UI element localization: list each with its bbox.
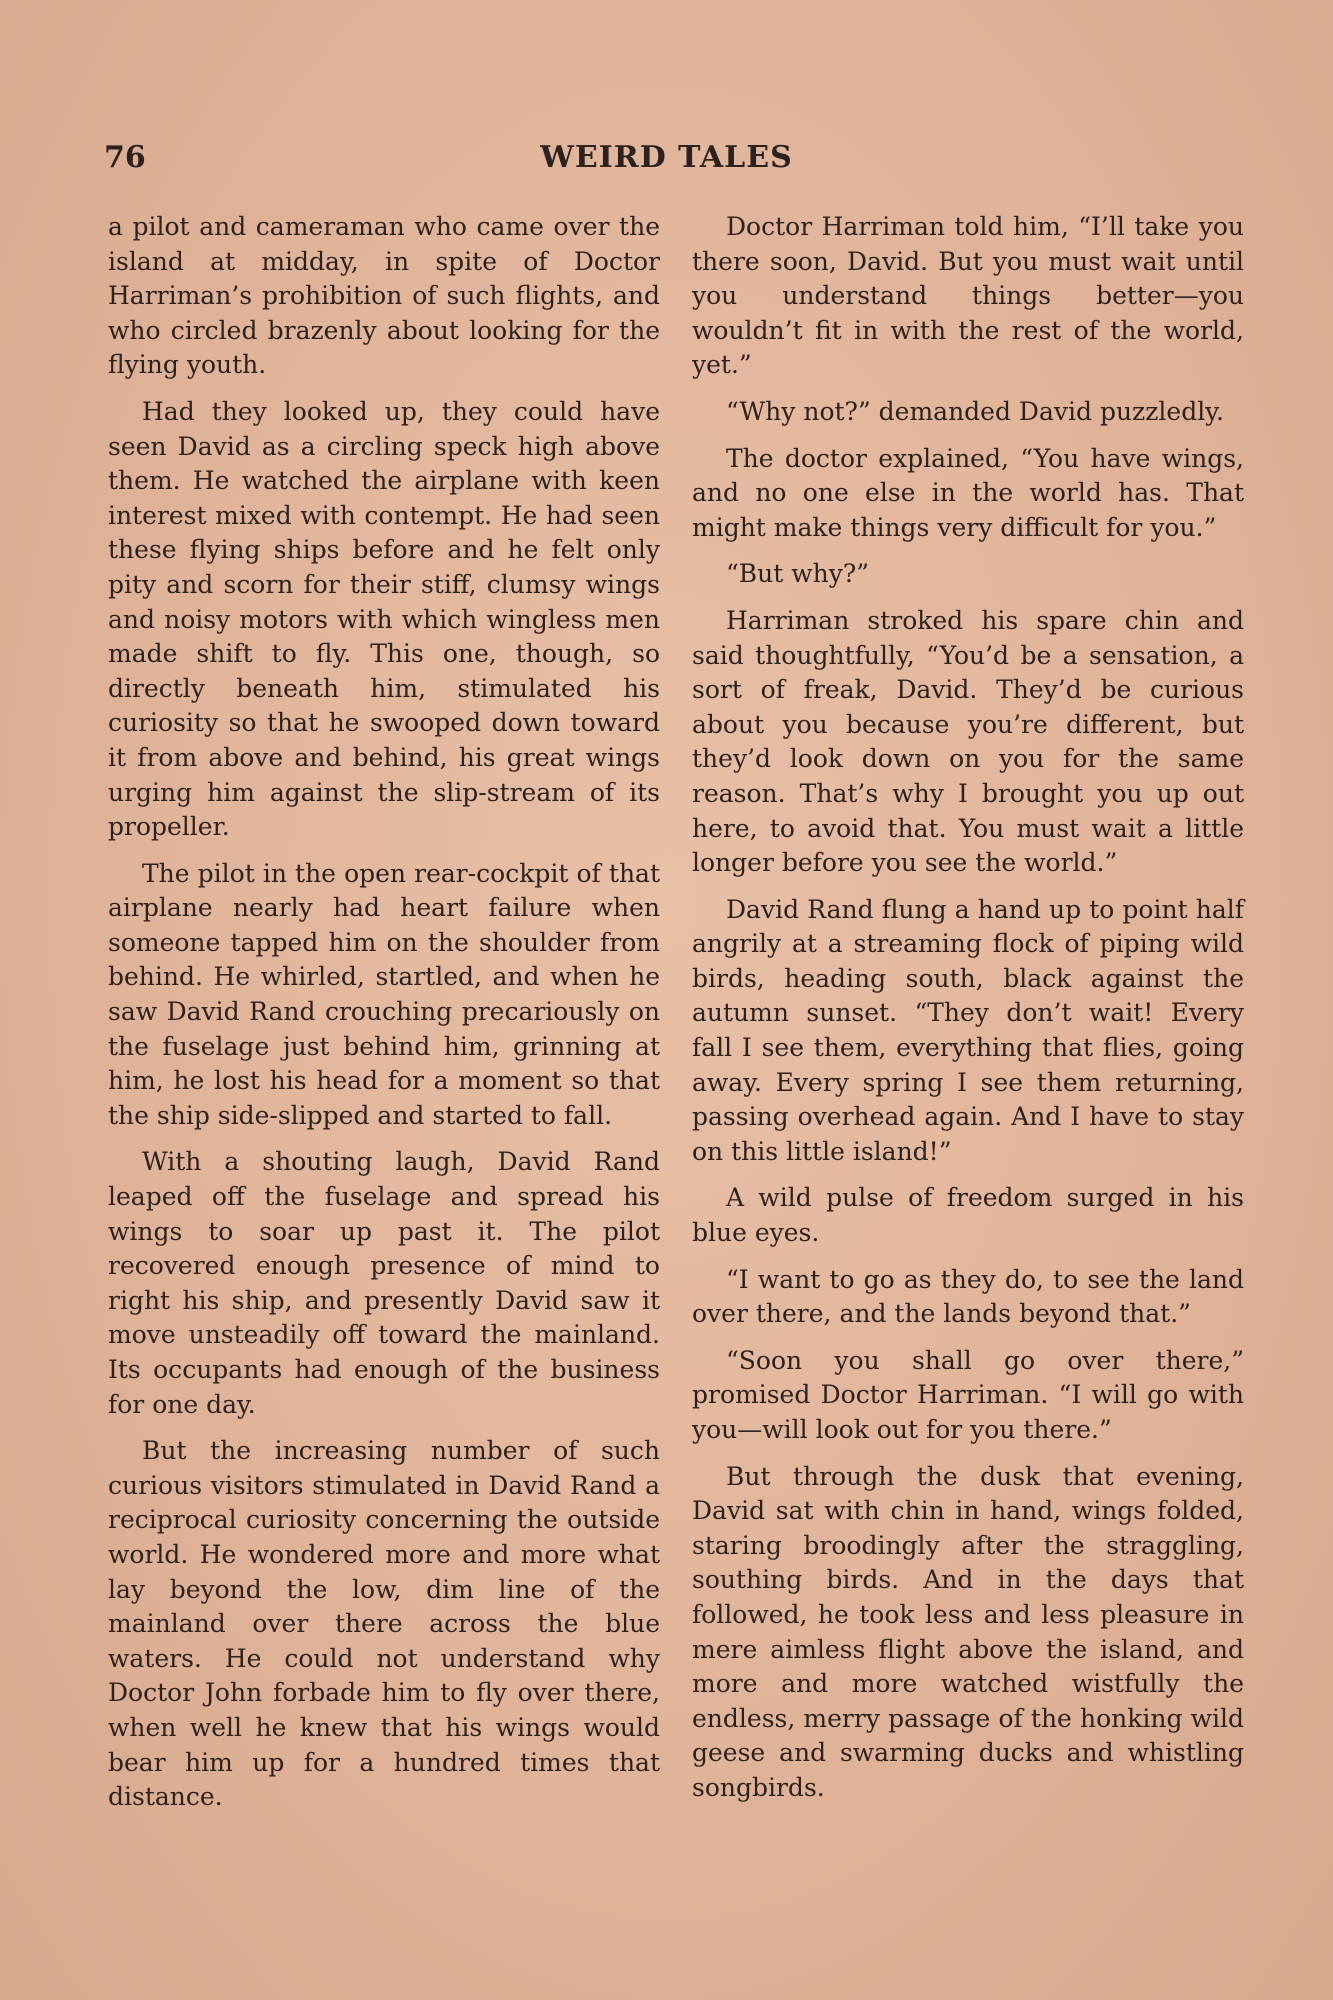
paragraph: With a shouting laugh, David Rand leaped off the fuselage and spread his wings to soar up past it. The pilot recovered enough presence of mind to right his ship, and presently David saw it move unsteadily off toward the mainland. Its occupants had enough of the business for one day. [108,1147,660,1419]
paragraph: “Why not?” demanded David puzzledly. [726,396,1224,426]
page-header [0,140,1333,180]
running-title: WEIRD TALES [540,140,793,175]
paragraph: Doctor Harriman told him, “I’ll take you there soon, David. But you must wait until you understand things better—you wouldn’t fit in with the rest of the world, yet.” [692,212,1244,380]
paragraph: A wild pulse of freedom surged in his blue eyes. [692,1183,1244,1248]
left-column [108,210,660,1827]
paragraph: But through the dusk that evening, David sat with chin in hand, wings folded, staring broodingly after the straggling, southing birds. And in the days that followed, he took less and less pleasure in mere aimless flight above the island, and more and more watched wistfully the endless, merry passage of the honking wild geese and swarming ducks and whistling songbirds. [692,1461,1244,1802]
paragraph: Harriman stroked his spare chin and said thoughtfully, “You’d be a sensation, a sort of freak, David. They’d be curious about you because you’re different, but they’d look down on you for the same reason. That’s why I brought you up out here, to avoid that. You must wait a little longer before you see the world.” [692,605,1244,878]
right-column [692,210,1244,1818]
paragraph: “But why?” [726,559,870,589]
paragraph: “Soon you shall go over there,” promised Doctor Harriman. “I will go with you—will look out for you there.” [692,1345,1244,1444]
paragraph: “I want to go as they do, to see the land over there, and the lands beyond that.” [692,1264,1244,1329]
paragraph: The pilot in the open rear-cockpit of that airplane nearly had heart failure when someone tapped him on the shoulder from behind. He whirled, startled, and when he saw David Rand crouching precariously on the fuselage just behind him, grinning at him, he lost his head for a moment so that the ship side-slipped and started to fall. [108,858,660,1130]
paragraph: David Rand flung a hand up to point half angrily at a streaming flock of piping wild birds, heading south, black against the autumn sunset. “They don’t wait! Every fall I see them, everything that flies, going away. Every spring I see them returning, passing overhead again. And I have to stay on this little island!” [692,894,1244,1166]
paragraph: Had they looked up, they could have seen David as a circling speck high above them. He watched the airplane with keen interest mixed with contempt. He had seen these flying ships before and he felt only pity and scorn for their stiff, clumsy wings and noisy motors with which wingless men made shift to fly. This one, though, so directly beneath him, stimulated his curiosity so that he swooped down toward it from above and behind, his great wings urging him against the slip-stream of its propeller. [108,396,660,842]
paragraph: a pilot and cameraman who came over the island at midday, in spite of Doctor Harriman’s prohibition of such flights, and who circled brazenly about looking for the flying youth. [108,212,660,380]
paragraph: The doctor explained, “You have wings, and no one else in the world has. That might make things very difficult for you.” [692,443,1244,542]
paragraph: But the increasing number of such curious visitors stimulated in David Rand a reciprocal curiosity concerning the outside world. He wondered more and more what lay beyond the low, dim line of the mainland over there across the blue waters. He could not understand why Doctor John forbade him to fly over there, when well he knew that his wings would bear him up for a hundred times that distance. [108,1436,660,1812]
page-number: 76 [104,140,146,175]
